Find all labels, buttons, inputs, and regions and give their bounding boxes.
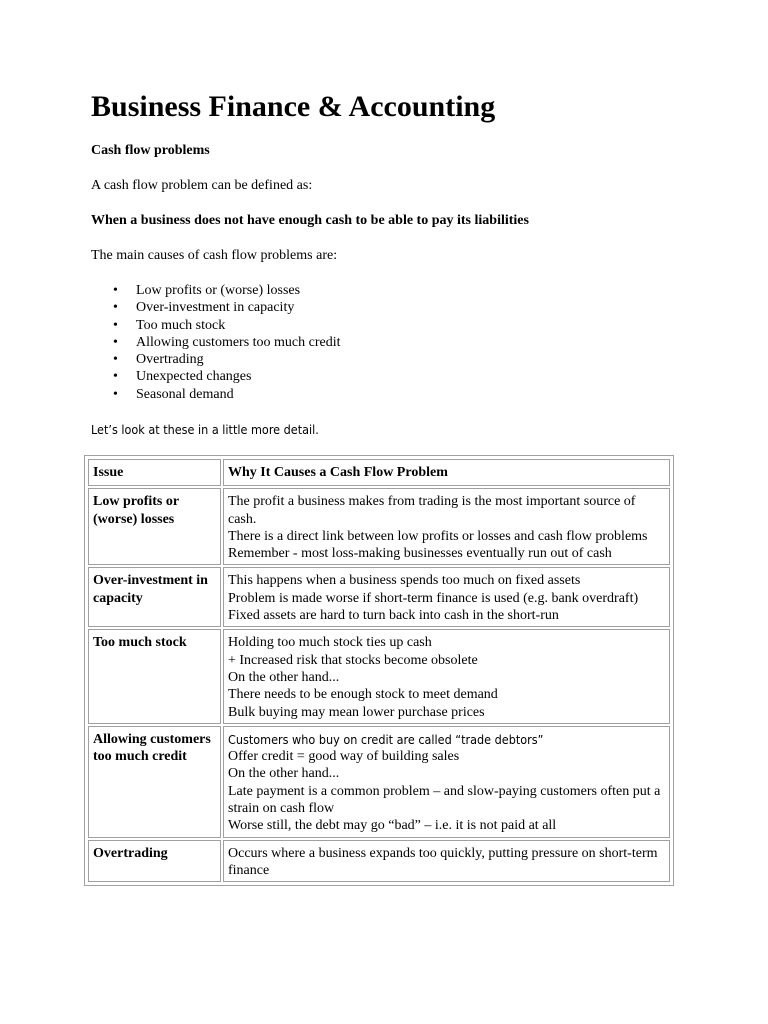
list-item: • Too much stock xyxy=(91,317,341,334)
table-cell-issue: Allowing customers too much credit xyxy=(88,726,221,838)
detail-intro: Let’s look at these in a little more detail. xyxy=(91,422,319,437)
table-row xyxy=(88,629,670,723)
table-cell-reason xyxy=(223,840,670,883)
table-cell-reason xyxy=(223,488,670,565)
reason-line: Late payment is a common problem – and slow-paying customers often put a strain on cash flow xyxy=(228,783,661,817)
causes-list xyxy=(91,282,341,403)
reason-line: On the other hand... xyxy=(228,669,340,685)
reason-line: + Increased risk that stocks become obsolete xyxy=(228,652,478,668)
causes-table-grid xyxy=(86,457,672,884)
table-cell-issue: Low profits or (worse) losses xyxy=(88,488,221,565)
reason-line: The profit a business makes from trading is the most important source of cash. xyxy=(228,494,636,527)
table-header-row xyxy=(88,459,670,486)
list-item: • Overtrading xyxy=(91,351,341,368)
causes-intro: The main causes of cash flow problems are: xyxy=(91,248,338,263)
reason-line: There needs to be enough stock to meet demand xyxy=(228,687,498,703)
list-item: • Unexpected changes xyxy=(91,368,341,385)
table-row xyxy=(88,840,670,883)
definition-text: When a business does not have enough cash to be able to pay its liabilities xyxy=(91,213,529,228)
definition-intro: A cash flow problem can be defined as: xyxy=(91,178,313,193)
table-cell-reason xyxy=(223,629,670,723)
table-row xyxy=(88,488,670,565)
document-title: Business Finance & Accounting xyxy=(91,90,496,123)
list-item: • Seasonal demand xyxy=(91,386,341,403)
table-cell-issue: Over-investment in capacity xyxy=(88,567,221,627)
section-heading: Cash flow problems xyxy=(91,143,210,158)
table-cell-reason xyxy=(223,567,670,627)
list-item: • Low profits or (worse) losses xyxy=(91,282,341,299)
table-cell-issue: Overtrading xyxy=(88,840,221,883)
reason-line: There is a direct link between low profits or losses and cash flow problems xyxy=(228,528,648,544)
reason-line: This happens when a business spends too much on fixed assets xyxy=(228,573,581,589)
reason-line: Bulk buying may mean lower purchase prices xyxy=(228,704,485,720)
list-item: • Allowing customers too much credit xyxy=(91,334,341,351)
reason-line: On the other hand... xyxy=(228,766,340,782)
table-header-why: Why It Causes a Cash Flow Problem xyxy=(223,459,670,486)
reason-line: Offer credit = good way of building sales xyxy=(228,749,460,765)
reason-line: Worse still, the debt may go “bad” – i.e. it is not paid at all xyxy=(228,818,557,834)
reason-line: Occurs where a business expands too quickly, putting pressure on short-term finance xyxy=(228,845,658,878)
reason-line: Fixed assets are hard to turn back into cash in the short-run xyxy=(228,608,559,624)
table-cell-issue: Too much stock xyxy=(88,629,221,723)
reason-line: Problem is made worse if short-term finance is used (e.g. bank overdraft) xyxy=(228,590,639,606)
list-item: • Over-investment in capacity xyxy=(91,299,341,316)
table-header-issue: Issue xyxy=(88,459,221,486)
table-row xyxy=(88,726,670,838)
causes-table xyxy=(84,455,674,886)
reason-line: Remember - most loss-making businesses eventually run out of cash xyxy=(228,546,612,562)
table-row xyxy=(88,567,670,627)
table-cell-reason xyxy=(223,726,670,838)
reason-line: Customers who buy on credit are called “trade debtors” xyxy=(228,731,544,747)
reason-line: Holding too much stock ties up cash xyxy=(228,635,432,651)
